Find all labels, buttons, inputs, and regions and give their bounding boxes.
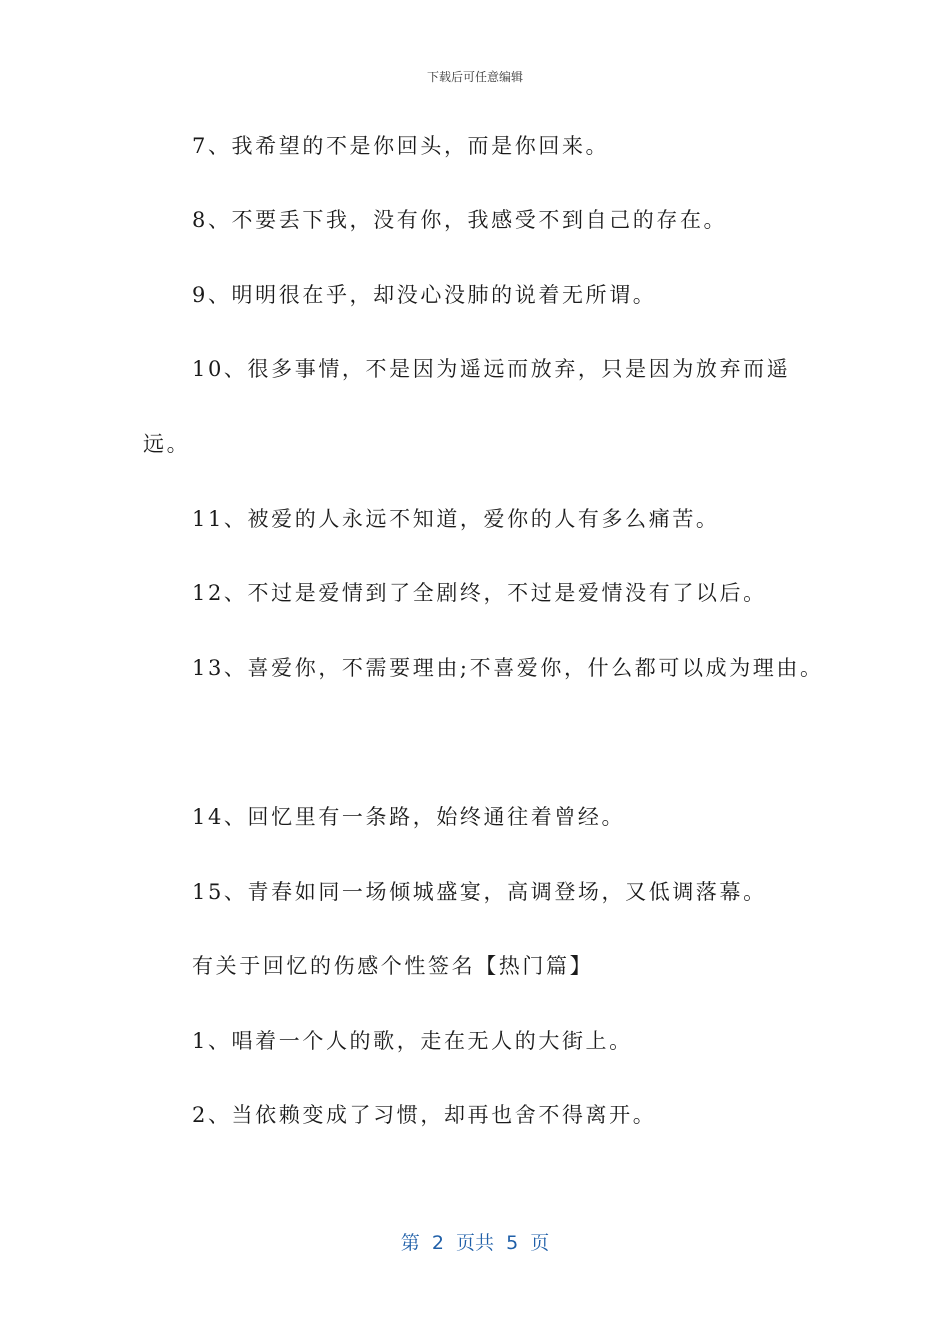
section-heading: 有关于回忆的伤感个性签名【热门篇】 (192, 954, 594, 978)
paragraph-line: 2、当依赖变成了习惯，却再也舍不得离开。 (192, 1103, 657, 1127)
paragraph-line: 13、喜爱你，不需要理由;不喜爱你，什么都可以成为理由。 (192, 656, 824, 680)
paragraph-line: 12、不过是爱情到了全剧终，不过是爱情没有了以后。 (192, 581, 767, 605)
paragraph-line: 10、很多事情，不是因为遥远而放弃，只是因为放弃而遥 (192, 357, 791, 381)
paragraph-line: 1、唱着一个人的歌，走在无人的大街上。 (192, 1029, 633, 1053)
paragraph-line: 15、青春如同一场倾城盛宴，高调登场，又低调落幕。 (192, 880, 767, 904)
paragraph-line: 9、明明很在乎，却没心没肺的说着无所谓。 (192, 283, 657, 307)
paragraph-line: 8、不要丢下我，没有你，我感受不到自己的存在。 (192, 208, 728, 232)
header-note: 下载后可任意编辑 (426, 70, 523, 84)
paragraph-line-continuation: 远。 (143, 432, 191, 456)
paragraph-line: 14、回忆里有一条路，始终通往着曾经。 (192, 805, 626, 829)
paragraph-line: 7、我希望的不是你回头，而是你回来。 (192, 134, 610, 158)
paragraph-line: 11、被爱的人永远不知道，爱你的人有多么痛苦。 (192, 507, 720, 531)
page-number: 第 2 页共 5 页 (400, 1232, 550, 1254)
